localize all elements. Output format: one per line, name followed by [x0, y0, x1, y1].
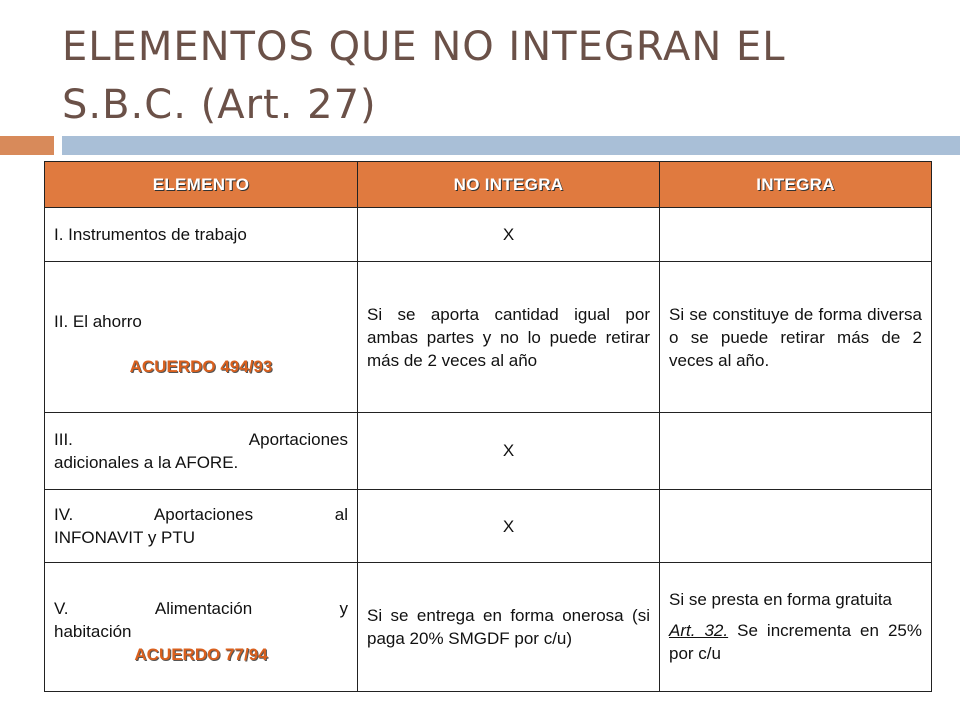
cell-no-integra: Si se entrega en forma onerosa (si paga 20% SMGDF por c/u) — [358, 562, 660, 691]
cell-integra-p2 — [669, 619, 922, 665]
table-row — [45, 412, 932, 490]
cell-elemento — [45, 412, 358, 490]
cell-integra: Si se constituye de forma diversa o se puede retirar más de 2 veces al año. — [660, 262, 932, 412]
cell-elemento-line2: habitación — [54, 622, 132, 642]
article-reference: Art. 32. — [669, 621, 729, 641]
cell-elemento-line1: IV. Aportaciones al — [54, 505, 348, 525]
cell-integra — [660, 562, 932, 691]
cell-no-integra: X — [358, 490, 660, 563]
cell-no-integra: Si se aporta cantidad igual por ambas partes y no lo puede retirar más de 2 veces al año — [358, 262, 660, 412]
cell-integra — [660, 412, 932, 490]
slide-title: ELEMENTOS QUE NO INTEGRAN EL S.B.C. (Art. 27) — [62, 24, 786, 128]
table-row — [45, 562, 932, 691]
cell-integra — [660, 208, 932, 262]
table-header-row — [45, 162, 932, 208]
cell-elemento-line2: INFONAVIT y PTU — [54, 528, 196, 548]
acuerdo-label: ACUERDO 494/93 — [129, 357, 273, 377]
cell-integra-p2-text: Se incrementa en 25% por c/u — [669, 621, 922, 664]
accent-bar-right — [62, 136, 960, 155]
cell-elemento — [45, 262, 358, 412]
cell-elemento — [45, 562, 358, 691]
elements-table — [44, 161, 932, 692]
accent-bar-left — [0, 136, 54, 155]
cell-no-integra: X — [358, 208, 660, 262]
header-integra: INTEGRA — [660, 162, 932, 208]
table-row — [45, 490, 932, 563]
cell-no-integra: X — [358, 412, 660, 490]
cell-elemento — [45, 490, 358, 563]
cell-elemento: I. Instrumentos de trabajo — [45, 208, 358, 262]
cell-elemento-line1: III. Aportaciones — [54, 429, 348, 449]
cell-elemento-line1: V. Alimentación y — [54, 599, 348, 619]
cell-integra — [660, 490, 932, 563]
cell-elemento-line2: adicionales a la AFORE. — [54, 452, 239, 472]
header-elemento: ELEMENTO — [45, 162, 358, 208]
header-no-integra: NO INTEGRA — [358, 162, 660, 208]
acuerdo-label: ACUERDO 77/94 — [134, 645, 268, 665]
cell-integra-p1: Si se presta en forma gratuita — [669, 590, 893, 610]
table-row — [45, 262, 932, 412]
cell-elemento-text: II. El ahorro — [54, 312, 142, 332]
table-row — [45, 208, 932, 262]
